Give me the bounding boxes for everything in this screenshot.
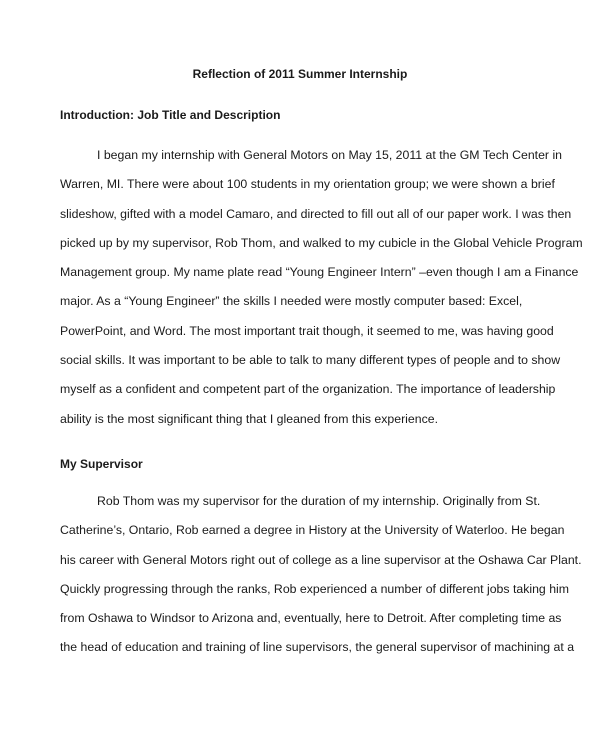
paragraph-line: social skills. It was important to be able to talk to many different types of people and to show (60, 353, 561, 368)
paragraph-line: Rob Thom was my supervisor for the duration of my internship. Originally from St. (97, 494, 541, 508)
paragraph-line: myself as a confident and competent part of the organization. The importance of leadership (60, 382, 556, 397)
paragraph-line: slideshow, gifted with a model Camaro, and directed to fill out all of our paper work. I was then (60, 206, 572, 221)
introduction-paragraph (60, 141, 583, 434)
paragraph-line: Warren, MI. There were about 100 students in my orientation group; we were shown a brief (60, 177, 555, 192)
paragraph-line: the head of education and training of line supervisors, the general supervisor of machining at a (60, 640, 575, 655)
paragraph-line: Management group. My name plate read “Young Engineer Intern” –even though I am a Finance (60, 265, 579, 280)
paragraph-line: Quickly progressing through the ranks, Rob experienced a number of different jobs taking him (60, 581, 570, 596)
paragraph-line: ability is the most significant thing that I gleaned from this experience. (60, 411, 438, 426)
paragraph-line: major. As a “Young Engineer” the skills I needed were mostly computer based: Excel, (60, 294, 523, 309)
section-heading-supervisor: My Supervisor (60, 457, 143, 471)
section-heading-introduction: Introduction: Job Title and Description (60, 108, 281, 122)
paragraph-line: PowerPoint, and Word. The most important trait though, it seemed to me, was having good (60, 323, 554, 338)
paragraph-line: his career with General Motors right out of college as a line supervisor at the Oshawa Car Plant. (60, 552, 582, 567)
paragraph-line: from Oshawa to Windsor to Arizona and, eventually, here to Detroit. After completing time as (60, 611, 562, 626)
paragraph-line: picked up by my supervisor, Rob Thom, and walked to my cubicle in the Global Vehicle Program (60, 235, 583, 250)
supervisor-paragraph (60, 487, 582, 663)
paragraph-line: Catherine’s, Ontario, Rob earned a degree in History at the University of Waterloo. He began (60, 523, 565, 538)
document-title: Reflection of 2011 Summer Internship (192, 67, 408, 81)
paragraph-line: I began my internship with General Motors on May 15, 2011 at the GM Tech Center in (97, 148, 563, 162)
